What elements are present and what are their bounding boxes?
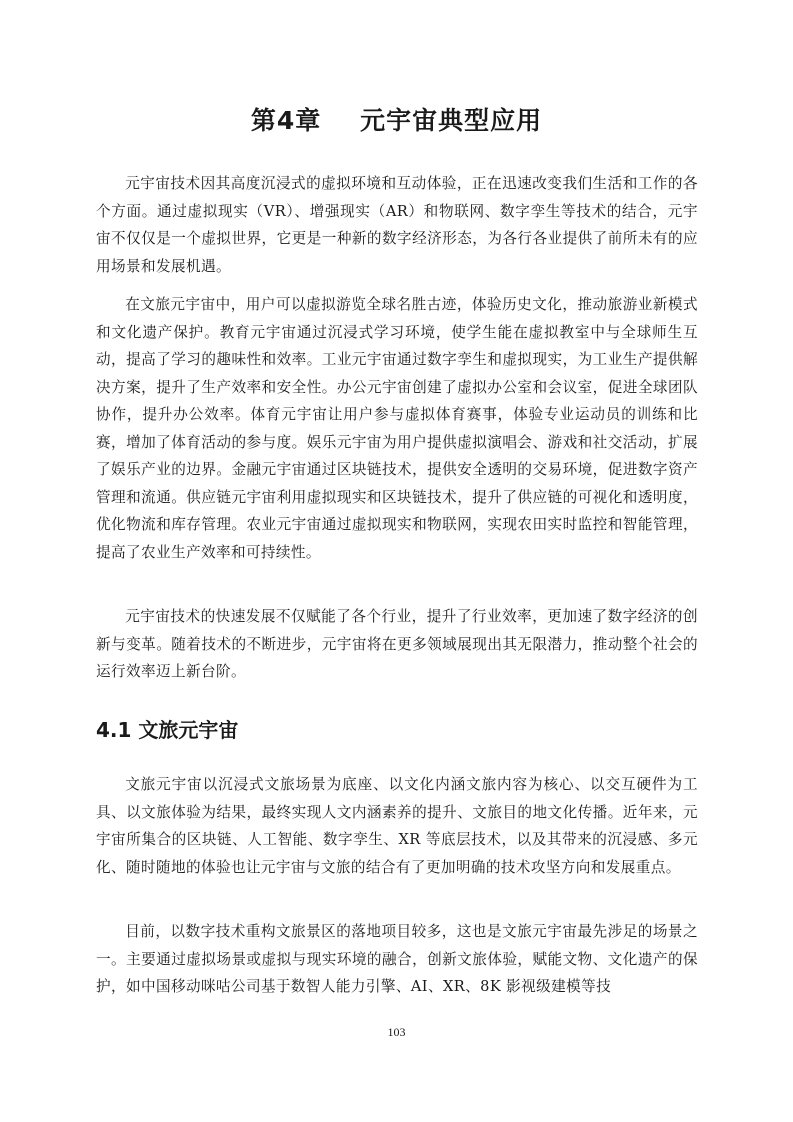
section-paragraph-1: 文旅元宇宙以沉浸式文旅场景为底座、以文化内涵文旅内容为核心、以交互硬件为工具、以文旅体验为结果，最终实现人文内涵素养的提升、文旅目的地文化传播。近年来，元宇宙所集合的区块链、人工智能、数字孪生、XR 等底层技术，以及其带来的沉浸感、多元化、随时随地的体验也让元宇宙与文旅的结合有了更加明确的技术攻坚方向和发展重点。 (96, 776, 698, 876)
intro-paragraph-2: 在文旅元宇宙中，用户可以虚拟游览全球名胜古迹，体验历史文化，推动旅游业新模式和文化遗产保护。教育元宇宙通过沉浸式学习环境，使学生能在虚拟教室中与全球师生互动，提高了学习的趣味性和效率。工业元宇宙通过数字孪生和虚拟现实，为工业生产提供解决方案，提升了生产效率和安全性。办公元宇宙创建了虚拟办公室和会议室，促进全球团队协作，提升办公效率。体育元宇宙让用户参与虚拟体育赛事，体验专业运动员的训练和比赛，增加了体育活动的参与度。娱乐元宇宙为用户提供虚拟演唱会、游戏和社交活动，扩展了娱乐产业的边界。金融元宇宙通过区块链技术，提供安全透明的交易环境，促进数字资产管理和流通。供应链元宇宙利用虚拟现实和区块链技术，提升了供应链的可视化和透明度，优化物流和库存管理。农业元宇宙通过虚拟现实和物联网，实现农田实时监控和智能管理，提高了农业生产效率和可持续性。 (96, 296, 698, 561)
page-number: 103 (387, 1025, 406, 1039)
intro-paragraph-1: 元宇宙技术因其高度沉浸式的虚拟环境和互动体验，正在迅速改变我们生活和工作的各个方面。通过虚拟现实（VR）、增强现实（AR）和物联网、数字孪生等技术的结合，元宇宙不仅仅是一个虚拟世界，它更是一种新的数字经济形态，为各行各业提供了前所未有的应用场景和发展机遇。 (96, 175, 698, 275)
intro-paragraph-3: 元宇宙技术的快速发展不仅赋能了各个行业，提升了行业效率，更加速了数字经济的创新与变革。随着技术的不断进步，元宇宙将在更多领域展现出其无限潜力，推动整个社会的运行效率迈上新台阶。 (96, 608, 698, 680)
chapter-title: 第4章 元宇宙典型应用 (250, 106, 543, 135)
section-paragraph-2: 目前，以数字技术重构文旅景区的落地项目较多，这也是文旅元宇宙最先涉足的场景之一。主要通过虚拟场景或虚拟与现实环境的融合，创新文旅体验，赋能文物、文化遗产的保护，如中国移动咪咕公司基于数智人能力引擎、AI、XR、8K 影视级建模等技 (96, 923, 698, 995)
section-heading: 4.1 文旅元宇宙 (96, 718, 239, 742)
